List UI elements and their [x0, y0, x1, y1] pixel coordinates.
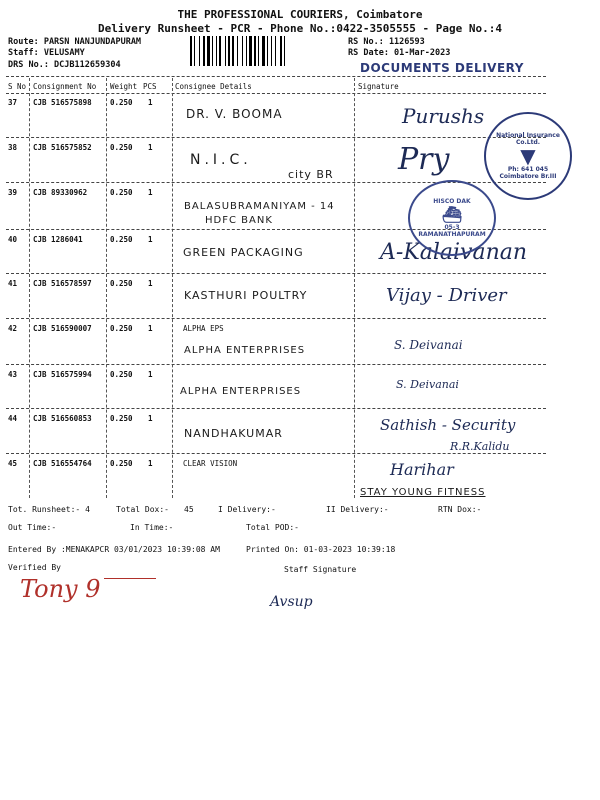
row-signature: Pry — [398, 142, 450, 177]
divider — [6, 273, 546, 274]
divider — [6, 318, 546, 319]
total-pod: Total POD:- — [246, 523, 299, 532]
rs-number: RS No.: 1126593 — [348, 37, 425, 47]
column-separator — [354, 78, 355, 498]
divider — [6, 364, 546, 365]
row-signature-2: STAY YOUNG FITNESS — [360, 487, 486, 498]
total-dox-value: 45 — [184, 505, 194, 514]
rs-date: RS Date: 01-Mar-2023 — [348, 48, 451, 58]
entered-by: Entered By :MENAKAPCR 03/01/2023 10:39:08 AM — [8, 545, 220, 554]
row-sno: 37 — [8, 98, 18, 107]
row-weight: 0.250 — [110, 279, 133, 288]
col-weight: Weight — [110, 82, 138, 91]
total-dox-label: Total Dox:- — [116, 505, 169, 514]
row-pcs: 1 — [148, 143, 153, 152]
divider — [6, 408, 546, 409]
in-time: In Time:- — [130, 523, 174, 532]
barcode-bar — [271, 36, 272, 66]
row-weight: 0.250 — [110, 414, 133, 423]
drs-number: DRS No.: DCJB112659304 — [8, 60, 121, 70]
row-pcs: 1 — [148, 235, 153, 244]
row-weight: 0.250 — [110, 98, 133, 107]
seal-text-bottom: Coimbatore Br.III — [499, 173, 557, 180]
divider — [6, 137, 546, 138]
divider — [6, 76, 546, 77]
row-consignment: CJB 516590007 — [33, 324, 92, 333]
i-delivery: I Delivery:- — [218, 505, 276, 514]
row-pcs: 1 — [148, 98, 153, 107]
row-sno: 44 — [8, 414, 18, 423]
barcode-bar — [249, 36, 252, 66]
row-pcs: 1 — [148, 324, 153, 333]
seal-text-top: National Insurance Co.Ltd. — [496, 132, 560, 146]
barcode-bar — [237, 36, 238, 66]
row-signature: Sathish - Security — [380, 416, 516, 434]
barcode-bar — [219, 36, 221, 66]
barcode-bar — [242, 36, 243, 66]
row-weight: 0.250 — [110, 370, 133, 379]
row-consignment: CJB 516575852 — [33, 143, 92, 152]
ship-icon: ⛴ — [441, 205, 463, 224]
runsheet-subtitle: Delivery Runsheet - PCR - Phone No.:0422-3505555 - Page No.:4 — [98, 22, 502, 35]
column-separator — [172, 78, 173, 498]
row-weight: 0.250 — [110, 459, 133, 468]
row-consignment: CJB 516575898 — [33, 98, 92, 107]
row-consignee-handwritten: ALPHA ENTERPRISES — [184, 345, 306, 356]
col-consignment: Consignment No — [33, 82, 97, 91]
barcode-bar — [203, 36, 205, 66]
row-signature: A-Kalaivanan — [380, 240, 528, 265]
seal-text-top: HISCO DAK — [433, 198, 471, 205]
column-separator — [106, 78, 107, 498]
row-sno: 43 — [8, 370, 18, 379]
rtn-dox: RTN Dox:- — [438, 505, 482, 514]
col-consignee: Consignee Details — [175, 82, 252, 91]
row-consignee-handwritten: BALASUBRAMANIYAM - 14 — [184, 201, 335, 212]
barcode — [190, 36, 330, 66]
verified-signature: Tony 9 — [20, 575, 101, 603]
route-label: Route: PARSN NANJUNDAPURAM — [8, 37, 142, 47]
row-sno: 38 — [8, 143, 18, 152]
row-signature-2: R.R.Kalidu — [450, 440, 510, 453]
divider — [6, 453, 546, 454]
row-pcs: 1 — [148, 279, 153, 288]
row-consignee-handwritten: ALPHA ENTERPRISES — [180, 386, 302, 397]
out-time: Out Time:- — [8, 523, 57, 532]
row-consignee-printed: CLEAR VISION — [183, 459, 238, 468]
row-signature: Harihar — [390, 460, 454, 479]
barcode-bar — [254, 36, 256, 66]
barcode-bar — [199, 36, 200, 66]
seal-code: 05-3 — [444, 224, 460, 231]
row-consignment: CJB 516554764 — [33, 459, 92, 468]
row-pcs: 1 — [148, 188, 153, 197]
row-consignee-handwritten: GREEN PACKAGING — [183, 246, 304, 259]
row-signature: Vijay - Driver — [386, 285, 507, 306]
row-signature: S. Deivanai — [394, 338, 463, 352]
col-signature: Signature — [358, 82, 399, 91]
post-office-seal — [408, 180, 496, 256]
row-sno: 41 — [8, 279, 18, 288]
verified-underline — [104, 578, 156, 579]
row-weight: 0.250 — [110, 324, 133, 333]
barcode-bar — [284, 36, 285, 66]
row-consignment: CJB 89330962 — [33, 188, 88, 197]
row-consignee-handwritten-2: HDFC BANK — [205, 215, 273, 226]
printed-on: Printed On: 01-03-2023 10:39:18 — [246, 545, 396, 554]
row-pcs: 1 — [148, 414, 153, 423]
row-weight: 0.250 — [110, 188, 133, 197]
barcode-bar — [246, 36, 247, 66]
row-consignee-handwritten: KASTHURI POULTRY — [184, 289, 308, 302]
row-pcs: 1 — [148, 459, 153, 468]
barcode-bar — [228, 36, 230, 66]
documents-delivery-stamp: DOCUMENTS DELIVERY — [360, 61, 524, 75]
row-sno: 45 — [8, 459, 18, 468]
row-weight: 0.250 — [110, 143, 133, 152]
row-sno: 42 — [8, 324, 18, 333]
company-title: THE PROFESSIONAL COURIERS, Coimbatore — [177, 8, 423, 21]
barcode-bar — [232, 36, 234, 66]
seal-code: Ph: 641 045 — [507, 166, 549, 173]
column-separator — [29, 78, 30, 498]
row-consignee-printed: ALPHA EPS — [183, 324, 224, 333]
row-weight: 0.250 — [110, 235, 133, 244]
barcode-bar — [212, 36, 213, 66]
row-pcs: 1 — [148, 370, 153, 379]
divider — [6, 93, 546, 94]
barcode-bar — [216, 36, 217, 66]
barcode-bar — [207, 36, 210, 66]
insurance-company-seal — [484, 112, 572, 200]
seal-text-bottom: RAMANATHAPURAM — [418, 231, 486, 238]
row-consignment: CJB 516560853 — [33, 414, 92, 423]
row-consignee-handwritten-2: city BR — [288, 168, 334, 181]
barcode-bar — [258, 36, 259, 66]
ii-delivery: II Delivery:- — [326, 505, 389, 514]
barcode-bar — [190, 36, 192, 66]
col-pcs: PCS — [143, 82, 157, 91]
staff-signature: Avsup — [270, 594, 313, 610]
row-consignee-handwritten: N.I.C. — [190, 152, 252, 168]
row-consignee-handwritten: NANDHAKUMAR — [184, 427, 283, 440]
barcode-bar — [194, 36, 195, 66]
barcode-bar — [275, 36, 276, 66]
staff-signature-label: Staff Signature — [284, 565, 357, 574]
barcode-bar — [262, 36, 265, 66]
barcode-bar — [280, 36, 282, 66]
barcode-bar — [225, 36, 226, 66]
barcode-bar — [267, 36, 268, 66]
seal-emblem-icon: ▼ — [520, 144, 536, 168]
verified-by: Verified By — [8, 563, 61, 572]
row-sno: 39 — [8, 188, 18, 197]
row-signature: Purushs — [402, 104, 485, 128]
row-sno: 40 — [8, 235, 18, 244]
row-consignee-handwritten: DR. V. BOOMA — [186, 107, 283, 121]
row-consignment: CJB 516575994 — [33, 370, 92, 379]
staff-label: Staff: VELUSAMY — [8, 48, 85, 58]
row-consignment: CJB 516578597 — [33, 279, 92, 288]
row-consignment: CJB 1286041 — [33, 235, 83, 244]
tot-runsheet: Tot. Runsheet:- 4 — [8, 505, 90, 514]
col-sno: S No — [8, 82, 27, 91]
row-signature: S. Deivanai — [396, 378, 459, 391]
